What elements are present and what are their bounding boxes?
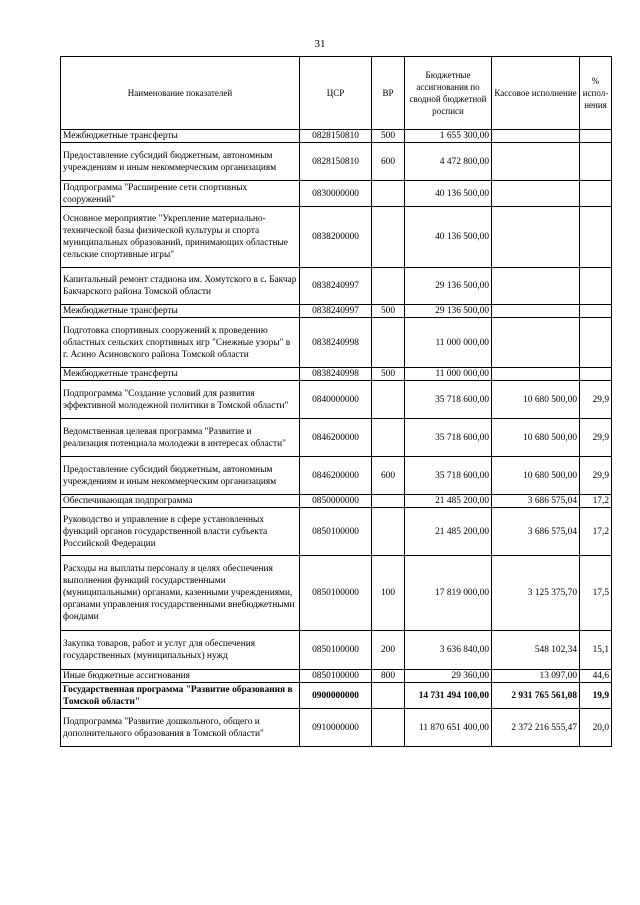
table-row [61,709,612,747]
row-csr: 0900000000 [300,683,372,709]
table-row [61,556,612,631]
row-percent: 17,5 [580,556,612,631]
row-budget: 21 485 200,00 [405,495,492,508]
row-cash [492,318,580,368]
row-budget: 29 136 500,00 [405,305,492,318]
row-vr: 500 [372,130,405,143]
table-row [61,457,612,495]
row-vr [372,508,405,556]
row-budget: 40 136 500,00 [405,181,492,207]
row-csr: 0838240997 [300,305,372,318]
header-percent: % испол-нения [580,57,612,130]
row-vr: 100 [372,556,405,631]
row-name: Межбюджетные трансферты [61,130,300,143]
row-percent [580,181,612,207]
table-row [61,419,612,457]
row-name: Ведомственная целевая программа "Развитие и реализация потенциала молодежи в интересах области" [61,419,300,457]
row-name: Расходы на выплаты персоналу в целях обеспечения выполнения функций государственными (муниципальными) органами, казенными учреждениями, органами управления государственными внебюджетными фондами [61,556,300,631]
row-cash: 3 686 575,04 [492,508,580,556]
row-name: Подпрограмма "Расширение сети спортивных сооружений" [61,181,300,207]
row-cash [492,181,580,207]
row-budget: 11 000 000,00 [405,368,492,381]
row-name: Капитальный ремонт стадиона им. Хомутского в с. Бакчар Бакчарского района Томской области [61,268,300,305]
row-vr: 200 [372,631,405,670]
row-name: Подготовка спортивных сооружений к проведению областных сельских спортивных игр "Снежные узоры" в г. Асино Асиновского района Томской области [61,318,300,368]
row-name: Закупка товаров, работ и услуг для обеспечения государственных (муниципальных) нужд [61,631,300,670]
row-budget: 1 655 300,00 [405,130,492,143]
row-budget: 4 472 800,00 [405,143,492,181]
table-header-row [61,57,612,130]
header-vr: ВР [372,57,405,130]
row-cash [492,268,580,305]
row-csr: 0850000000 [300,495,372,508]
row-csr: 0838200000 [300,207,372,268]
row-vr [372,419,405,457]
row-vr: 800 [372,670,405,683]
row-percent: 20,0 [580,709,612,747]
row-percent: 17,2 [580,495,612,508]
table-row [61,318,612,368]
row-percent: 19,9 [580,683,612,709]
row-percent [580,130,612,143]
table-row [61,181,612,207]
row-budget: 29 360,00 [405,670,492,683]
header-budget: Бюджетные ассигнования по сводной бюджетной росписи [405,57,492,130]
row-percent [580,143,612,181]
row-vr [372,381,405,419]
row-vr [372,495,405,508]
row-csr: 0850100000 [300,631,372,670]
row-csr: 0838240997 [300,268,372,305]
row-cash [492,368,580,381]
table-row [61,268,612,305]
row-vr: 500 [372,305,405,318]
row-budget: 11 870 651 400,00 [405,709,492,747]
row-csr: 0850100000 [300,556,372,631]
row-budget: 35 718 600,00 [405,381,492,419]
row-name: Предоставление субсидий бюджетным, автономным учреждениям и иным некоммерческим организациям [61,457,300,495]
row-vr: 600 [372,143,405,181]
row-name: Межбюджетные трансферты [61,368,300,381]
row-percent: 29,9 [580,457,612,495]
row-percent [580,207,612,268]
table-row [61,305,612,318]
header-csr: ЦСР [300,57,372,130]
row-budget: 11 000 000,00 [405,318,492,368]
row-budget: 17 819 000,00 [405,556,492,631]
row-vr [372,709,405,747]
row-name: Иные бюджетные ассигнования [61,670,300,683]
row-percent: 15,1 [580,631,612,670]
row-name: Предоставление субсидий бюджетным, автономным учреждениям и иным некоммерческим организациям [61,143,300,181]
row-name: Межбюджетные трансферты [61,305,300,318]
row-vr [372,683,405,709]
row-csr: 0846200000 [300,419,372,457]
table-row [61,207,612,268]
row-cash: 3 125 375,70 [492,556,580,631]
row-cash: 10 680 500,00 [492,457,580,495]
header-name: Наименование показателей [61,57,300,130]
row-percent: 17,2 [580,508,612,556]
row-percent [580,305,612,318]
row-budget: 21 485 200,00 [405,508,492,556]
row-csr: 0850100000 [300,508,372,556]
row-cash [492,143,580,181]
row-csr: 0830000000 [300,181,372,207]
row-percent: 29,9 [580,381,612,419]
row-name: Государственная программа "Развитие образования в Томской области" [61,683,300,709]
row-cash [492,130,580,143]
table-row [61,631,612,670]
row-name: Основное мероприятие "Укрепление материально-технической базы физической культуры и спорта муниципальных образований, принимающих областные сельские спортивные игры" [61,207,300,268]
row-cash: 13 097,00 [492,670,580,683]
row-percent: 29,9 [580,419,612,457]
row-cash: 3 686 575,04 [492,495,580,508]
row-budget: 14 731 494 100,00 [405,683,492,709]
page-number: 31 [314,38,326,50]
row-cash [492,207,580,268]
row-cash [492,305,580,318]
row-name: Руководство и управление в сфере установленных функций органов государственной власти субъекта Российской Федерации [61,508,300,556]
row-name: Обеспечивающая подпрограмма [61,495,300,508]
header-cash: Кассовое исполнение [492,57,580,130]
table-row [61,130,612,143]
row-budget: 29 136 500,00 [405,268,492,305]
row-csr: 0840000000 [300,381,372,419]
row-vr [372,268,405,305]
table-row [61,381,612,419]
table-row [61,683,612,709]
row-cash: 548 102,34 [492,631,580,670]
row-percent [580,268,612,305]
row-csr: 0828150810 [300,143,372,181]
row-budget: 3 636 840,00 [405,631,492,670]
row-csr: 0910000000 [300,709,372,747]
row-cash: 10 680 500,00 [492,419,580,457]
row-cash: 2 372 216 555,47 [492,709,580,747]
row-name: Подпрограмма "Развитие дошкольного, общего и дополнительного образования в Томской области" [61,709,300,747]
row-percent: 44,6 [580,670,612,683]
row-cash: 2 931 765 561,08 [492,683,580,709]
row-percent [580,368,612,381]
row-budget: 35 718 600,00 [405,457,492,495]
row-csr: 0850100000 [300,670,372,683]
row-vr [372,207,405,268]
table-row [61,670,612,683]
table-row [61,508,612,556]
row-budget: 40 136 500,00 [405,207,492,268]
row-budget: 35 718 600,00 [405,419,492,457]
row-name: Подпрограмма "Создание условий для развития эффективной молодежной политики в Томской области" [61,381,300,419]
budget-table [60,56,612,747]
row-vr [372,181,405,207]
row-csr: 0838240998 [300,318,372,368]
table-row [61,143,612,181]
row-cash: 10 680 500,00 [492,381,580,419]
row-vr: 500 [372,368,405,381]
row-vr [372,318,405,368]
row-vr: 600 [372,457,405,495]
row-csr: 0838240998 [300,368,372,381]
row-csr: 0846200000 [300,457,372,495]
table-row [61,495,612,508]
row-csr: 0828150810 [300,130,372,143]
row-percent [580,318,612,368]
table-row [61,368,612,381]
